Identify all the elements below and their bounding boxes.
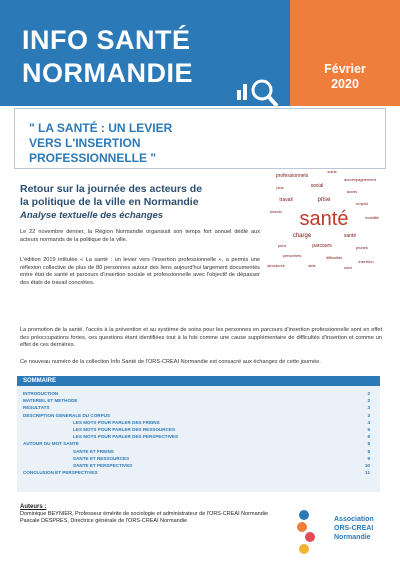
article-title-line-1: Retour sur la journée des acteurs de [20, 183, 203, 195]
headline-quote [29, 121, 329, 166]
word-cloud-word: suivi [343, 265, 353, 270]
word-cloud-word: personnes [282, 253, 302, 258]
toc-item[interactable] [17, 397, 380, 404]
toc-item[interactable] [17, 419, 380, 426]
author-line-2: Pascale DESPRES, Directrice générale de l'ORS-CREAI Normandie [20, 518, 188, 524]
authors-title: Auteurs : [20, 504, 47, 510]
word-cloud-word: prise [317, 197, 331, 203]
quote-line-1: " LA SANTÉ : UN LEVIER [29, 121, 173, 135]
toc-item-page: 6 [367, 434, 370, 440]
toc-item-page: 2 [367, 391, 370, 396]
toc-item-label: SANTE ET PERSPECTIVES [73, 462, 133, 468]
toc-item-label: SANTE ET FREINS [73, 448, 114, 454]
logo-line-2: ORS-CREAI [334, 525, 374, 532]
word-cloud-word: social [310, 183, 324, 189]
word-cloud-word: peut [278, 243, 286, 248]
toc-item-page: 3 [367, 412, 370, 418]
logo-line-3: Normandie [334, 534, 371, 541]
word-cloud-word: professionnels [275, 173, 309, 179]
word-cloud-word: insertion [358, 259, 374, 264]
toc-item[interactable] [17, 433, 380, 440]
word-cloud-word: travail [279, 197, 293, 203]
promotion-paragraph: La promotion de la santé, l'accès à la prévention et au système de soins pour les personnes en parcours d'insertion professionnelle sont en effet des préoccupations fortes, ces questions étant identifiées tout à la fois comme une cause supplémentaire de difficultés d'insertion et comme un effet de ces dernières. [20, 327, 382, 349]
collection-paragraph: Ce nouveau numéro de la collection Info Santé de l'ORS-CREAI Normandie est consacré aux échanges de cette journée. [20, 359, 321, 365]
toc-item[interactable] [17, 462, 380, 469]
word-cloud-word: aide [308, 263, 316, 268]
word-cloud-word: plus [276, 185, 284, 190]
word-cloud-word: mobilité [365, 215, 379, 220]
toc-item-page: 8 [367, 441, 370, 447]
word-cloud-word: difficultés [325, 255, 343, 260]
quote-line-3: PROFESSIONNELLE " [29, 151, 157, 165]
intro-paragraph: Le 22 novembre dernier, la Région Normandie organisait son temps fort annuel dédié aux acteurs normands de la politique de la ville. [20, 229, 260, 243]
toc-item[interactable] [17, 426, 380, 433]
word-cloud-word: structures [267, 263, 285, 268]
toc-header [17, 376, 380, 386]
toc-item-page: 9 [367, 455, 370, 461]
edition-paragraph: L'édition 2019 intitulée « La santé : un levier vers l'insertion professionnelle », a permis une réflexion collective de plus de 80 personnes autour des liens aujourd'hui largement documentés entre état de santé et parcours d'insertion sociale et professionnelle avec l'objectif de dépasser des états de travail concrètes. [20, 257, 260, 286]
toc-item[interactable] [17, 412, 380, 419]
toc-item[interactable] [17, 390, 380, 397]
word-cloud-word: charge [292, 233, 312, 239]
toc-item-label: DESCRIPTION GENERALE DU CORPUS [23, 412, 111, 418]
title-line-2: NORMANDIE [22, 58, 193, 88]
toc-item[interactable] [17, 404, 380, 411]
toc-item-page: 8 [367, 448, 370, 454]
toc-item-label: INTRODUCTION [23, 391, 59, 396]
page-title [22, 24, 193, 90]
issue-year: 2020 [331, 77, 359, 91]
word-cloud-word: parcours [312, 243, 332, 249]
toc-item-label: RESULTATS [23, 405, 50, 411]
author-line-1: Dominique BEYNIER, Professeur émérite de sociologie et administrateur de l'ORS-CREAI Normandie [20, 511, 269, 517]
toc-item-page: 3 [367, 405, 370, 411]
toc-item[interactable] [17, 448, 380, 455]
issue-date [290, 62, 400, 92]
toc-list [17, 390, 380, 476]
toc-item-page: 5 [367, 426, 370, 432]
toc-item-page: 10 [364, 462, 370, 468]
table-of-contents [17, 376, 380, 492]
toc-item-label: AUTOUR DU MOT SANTE [23, 441, 79, 447]
toc-item-label: SANTE ET RESSOURCES [73, 455, 130, 461]
logo-text [334, 515, 374, 542]
toc-item-label: CONCLUSION ET PERSPECTIVES [23, 470, 98, 476]
toc-item-page: 4 [367, 419, 370, 425]
toc-item-label: MATERIEL ET METHODE [23, 398, 78, 404]
toc-item-label: LES MOTS POUR PARLER DES FREINS [73, 419, 160, 425]
header-banner [0, 0, 400, 106]
quote-line-2: VERS L'INSERTION [29, 136, 141, 150]
word-cloud-word: emploi [356, 201, 368, 206]
magnifier-chart-icon [235, 72, 281, 112]
word-cloud-main-word: santé [299, 208, 349, 230]
toc-item[interactable] [17, 440, 380, 447]
word-cloud-word: besoin [270, 209, 282, 214]
word-cloud-word: soins [327, 169, 337, 174]
authors-block [20, 504, 268, 525]
title-line-1: INFO SANTÉ [22, 25, 191, 55]
logo-line-1: Association [334, 516, 374, 523]
article-title [20, 183, 260, 209]
word-cloud-image [262, 163, 386, 275]
quote-box [14, 108, 386, 169]
toc-item-label: LES MOTS POUR PARLER DES RESSOURCES [73, 426, 176, 432]
word-cloud-word: accompagnement [344, 177, 376, 182]
word-cloud-word: santé [343, 233, 357, 239]
word-cloud-word: accès [346, 189, 358, 194]
article-subtitle: Analyse textuelle des échanges [20, 210, 164, 221]
toc-item[interactable] [17, 469, 380, 476]
word-cloud-word: jeunes [356, 245, 368, 250]
toc-item-label: LES MOTS POUR PARLER DES PERSPECTIVES [73, 434, 179, 440]
toc-item-page: 11 [365, 470, 370, 476]
article-title-line-2: la politique de la ville en Normandie [20, 196, 199, 208]
toc-item[interactable] [17, 455, 380, 462]
toc-item-page: 2 [367, 398, 370, 404]
issue-month: Février [324, 62, 366, 76]
toc-title: SOMMAIRE [23, 377, 56, 384]
